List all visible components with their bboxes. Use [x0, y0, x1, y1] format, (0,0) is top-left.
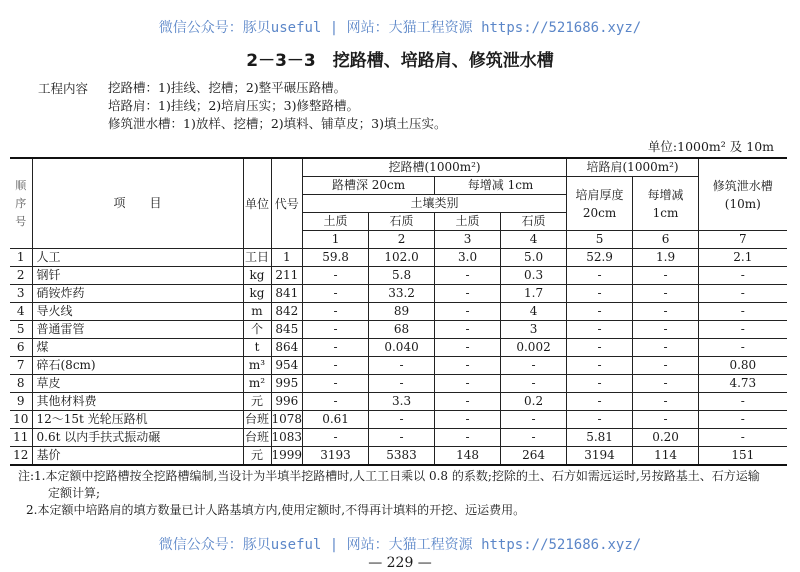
row-value: - — [435, 429, 501, 447]
row-unit: kg — [243, 285, 271, 303]
table-row — [10, 411, 787, 429]
row-value: - — [567, 285, 633, 303]
row-item: 普通雷管 — [32, 321, 243, 339]
column-number: 3 — [435, 231, 501, 249]
row-value: 59.8 — [303, 249, 369, 267]
table-row — [10, 303, 787, 321]
row-item: 钢钎 — [32, 267, 243, 285]
row-value: - — [303, 357, 369, 375]
row-value: - — [567, 411, 633, 429]
row-unit: 元 — [243, 393, 271, 411]
row-code: 1083 — [271, 429, 303, 447]
row-value: - — [369, 429, 435, 447]
row-number: 6 — [10, 339, 32, 357]
note-1-cont: 定额计算; — [48, 486, 101, 500]
column-number: 4 — [501, 231, 567, 249]
row-value: 3194 — [567, 447, 633, 466]
row-unit: m — [243, 303, 271, 321]
row-item: 草皮 — [32, 375, 243, 393]
row-value: - — [567, 357, 633, 375]
row-value: - — [303, 429, 369, 447]
row-number: 10 — [10, 411, 32, 429]
row-value: - — [633, 303, 699, 321]
table-row — [10, 375, 787, 393]
row-value: 0.002 — [501, 339, 567, 357]
work-content-label: 工程内容 — [38, 81, 89, 96]
row-value: - — [435, 285, 501, 303]
row-value: 52.9 — [567, 249, 633, 267]
row-unit: m³ — [243, 357, 271, 375]
header-group-drain: 修筑泄水槽(10m) — [699, 158, 787, 231]
row-value: - — [303, 267, 369, 285]
note-2: 2.本定额中培路肩的填方数量已计人路基填方内,使用定额时,不得再计填料的开挖、远运费用。 — [26, 503, 526, 517]
row-value: - — [369, 357, 435, 375]
row-value: 2.1 — [699, 249, 787, 267]
row-value: 3193 — [303, 447, 369, 466]
header-code: 代号 — [271, 158, 303, 249]
work-content-line: 挖路槽：1)挂线、挖槽；2)整平碾压路槽。 — [108, 80, 347, 95]
row-value: 5383 — [369, 447, 435, 466]
row-number: 1 — [10, 249, 32, 267]
row-value: - — [633, 411, 699, 429]
row-value: - — [303, 303, 369, 321]
row-number: 11 — [10, 429, 32, 447]
row-value: 0.040 — [369, 339, 435, 357]
row-item: 导火线 — [32, 303, 243, 321]
row-number: 12 — [10, 447, 32, 466]
row-code: 864 — [271, 339, 303, 357]
row-value: 33.2 — [369, 285, 435, 303]
table-row — [10, 267, 787, 285]
watermark-top: 微信公众号：豚贝useful | 网站：大猫工程资源 https://521686.xyz/ — [158, 20, 642, 36]
row-item: 12～15t 光轮压路机 — [32, 411, 243, 429]
header-shoulder-20cm: 培肩厚度20cm — [567, 177, 633, 231]
row-value: 0.61 — [303, 411, 369, 429]
row-value: - — [435, 339, 501, 357]
row-value: 5.0 — [501, 249, 567, 267]
row-value: - — [699, 267, 787, 285]
header-unit: 单位 — [243, 158, 271, 249]
row-value: - — [435, 375, 501, 393]
quota-table — [10, 157, 787, 466]
row-unit: 台班 — [243, 429, 271, 447]
row-value: 89 — [369, 303, 435, 321]
row-code: 841 — [271, 285, 303, 303]
row-value: - — [435, 303, 501, 321]
row-item: 硝铵炸药 — [32, 285, 243, 303]
header-depth-20cm: 路槽深 20cm — [303, 177, 435, 195]
row-unit: m² — [243, 375, 271, 393]
row-value: - — [633, 357, 699, 375]
header-rock: 石质 — [501, 213, 567, 231]
row-code: 954 — [271, 357, 303, 375]
row-value: 5.8 — [369, 267, 435, 285]
row-value: - — [699, 429, 787, 447]
row-value: 4 — [501, 303, 567, 321]
row-value: 151 — [699, 447, 787, 466]
row-code: 995 — [271, 375, 303, 393]
row-value: 114 — [633, 447, 699, 466]
row-item: 碎石(8cm) — [32, 357, 243, 375]
column-number: 1 — [303, 231, 369, 249]
row-code: 1 — [271, 249, 303, 267]
header-group-shoulder: 培路肩(1000m²) — [567, 158, 699, 177]
row-item: 煤 — [32, 339, 243, 357]
row-value: - — [567, 267, 633, 285]
row-item: 基价 — [32, 447, 243, 466]
row-number: 5 — [10, 321, 32, 339]
row-value: - — [633, 393, 699, 411]
row-value: - — [435, 411, 501, 429]
row-value: - — [501, 375, 567, 393]
header-group-dig: 挖路槽(1000m²) — [303, 158, 567, 177]
row-code: 211 — [271, 267, 303, 285]
table-row — [10, 339, 787, 357]
row-value: - — [435, 357, 501, 375]
row-value: 1.9 — [633, 249, 699, 267]
row-code: 1999 — [271, 447, 303, 466]
row-value: - — [567, 393, 633, 411]
header-soil-type: 土壤类别 — [303, 195, 567, 213]
row-value: 0.80 — [699, 357, 787, 375]
header-soil: 土质 — [435, 213, 501, 231]
row-value: - — [567, 303, 633, 321]
row-value: - — [435, 267, 501, 285]
table-row — [10, 321, 787, 339]
row-value: - — [303, 321, 369, 339]
watermark-bottom: 微信公众号：豚贝useful | 网站：大猫工程资源 https://521686.xyz/ — [158, 537, 642, 553]
column-number: 6 — [633, 231, 699, 249]
row-unit: kg — [243, 267, 271, 285]
row-value: - — [699, 393, 787, 411]
header-per-1cm: 每增减 1cm — [435, 177, 567, 195]
row-value: - — [633, 339, 699, 357]
row-value: 148 — [435, 447, 501, 466]
row-value: - — [369, 375, 435, 393]
row-number: 4 — [10, 303, 32, 321]
row-value: 0.20 — [633, 429, 699, 447]
row-value: - — [699, 303, 787, 321]
work-content-line: 修筑泄水槽：1)放样、挖槽；2)填料、铺草皮；3)填土压实。 — [108, 116, 447, 131]
row-value: 68 — [369, 321, 435, 339]
table-row — [10, 357, 787, 375]
row-value: - — [699, 339, 787, 357]
table-row — [10, 429, 787, 447]
notes — [18, 468, 796, 519]
row-value: - — [699, 285, 787, 303]
row-value: - — [633, 267, 699, 285]
row-value: - — [567, 375, 633, 393]
work-content-line: 培路肩：1)挂线；2)培肩压实；3)修整路槽。 — [108, 98, 359, 113]
row-number: 8 — [10, 375, 32, 393]
table-row — [10, 249, 787, 267]
header-shoulder-1cm: 每增减1cm — [633, 177, 699, 231]
row-value: - — [501, 411, 567, 429]
section-title: 2－3－3 挖路槽、培路肩、修筑泄水槽 — [246, 51, 554, 71]
row-value: 5.81 — [567, 429, 633, 447]
row-code: 1078 — [271, 411, 303, 429]
header-seq: 顺序号 — [10, 158, 32, 249]
row-value: 0.3 — [501, 267, 567, 285]
row-unit: 工日 — [243, 249, 271, 267]
column-number: 2 — [369, 231, 435, 249]
row-item: 其他材料费 — [32, 393, 243, 411]
row-value: 1.7 — [501, 285, 567, 303]
row-value: 4.73 — [699, 375, 787, 393]
page-number: — 229 — — [368, 555, 432, 571]
row-value: 102.0 — [369, 249, 435, 267]
row-value: - — [567, 339, 633, 357]
row-number: 2 — [10, 267, 32, 285]
note-1: 注:1.本定额中挖路槽按全挖路槽编制,当设计为半填半挖路槽时,人工工日乘以 0.8 的系数;挖除的土、石方如需远运时,另按路基土、石方运输 — [18, 469, 760, 483]
row-value: 264 — [501, 447, 567, 466]
table-row — [10, 393, 787, 411]
row-value: - — [633, 375, 699, 393]
row-number: 3 — [10, 285, 32, 303]
row-value: - — [303, 375, 369, 393]
row-value: - — [435, 393, 501, 411]
header-soil: 土质 — [303, 213, 369, 231]
row-value: - — [303, 285, 369, 303]
row-value: - — [435, 321, 501, 339]
row-value: - — [699, 411, 787, 429]
header-item: 项 目 — [32, 158, 243, 249]
row-code: 996 — [271, 393, 303, 411]
row-unit: 个 — [243, 321, 271, 339]
row-value: 3.3 — [369, 393, 435, 411]
row-code: 842 — [271, 303, 303, 321]
row-value: - — [633, 321, 699, 339]
row-number: 7 — [10, 357, 32, 375]
row-value: 3.0 — [435, 249, 501, 267]
row-value: - — [699, 321, 787, 339]
row-value: 0.2 — [501, 393, 567, 411]
unit-label: 单位:1000m² 及 10m — [647, 139, 774, 154]
row-value: - — [303, 393, 369, 411]
row-unit: 台班 — [243, 411, 271, 429]
row-value: - — [303, 339, 369, 357]
row-value: - — [633, 285, 699, 303]
header-rock: 石质 — [369, 213, 435, 231]
row-item: 人工 — [32, 249, 243, 267]
row-value: 3 — [501, 321, 567, 339]
column-number: 7 — [699, 231, 787, 249]
table-row — [10, 447, 787, 466]
row-value: - — [501, 357, 567, 375]
table-row — [10, 285, 787, 303]
row-value: - — [567, 321, 633, 339]
row-value: - — [369, 411, 435, 429]
row-number: 9 — [10, 393, 32, 411]
row-unit: t — [243, 339, 271, 357]
column-number: 5 — [567, 231, 633, 249]
row-code: 845 — [271, 321, 303, 339]
row-unit: 元 — [243, 447, 271, 466]
row-value: - — [501, 429, 567, 447]
row-item: 0.6t 以内手扶式振动碾 — [32, 429, 243, 447]
